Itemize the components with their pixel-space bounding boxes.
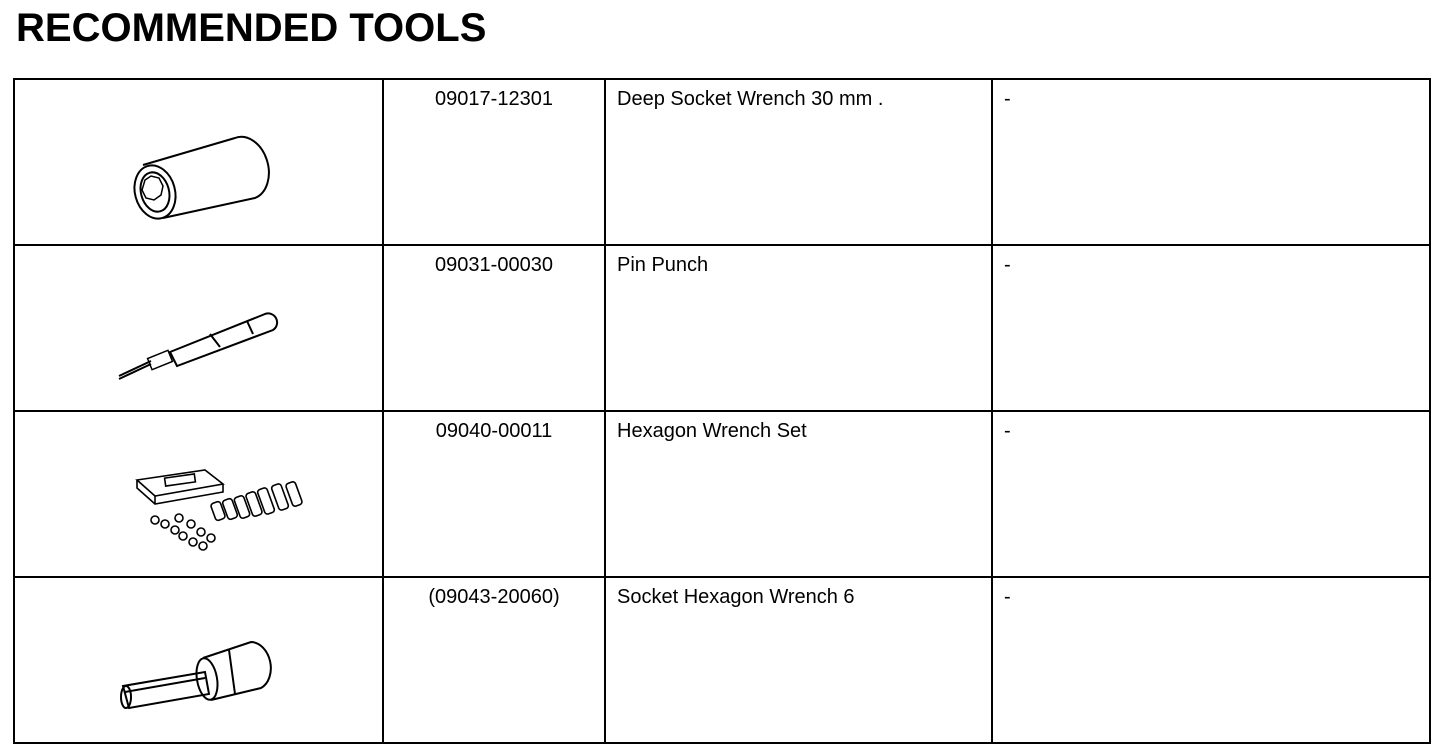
table-row: [14, 245, 1430, 411]
hex-wrench-set-icon: [15, 412, 382, 568]
tool-name: Hexagon Wrench Set: [605, 411, 992, 577]
tool-name: Pin Punch: [605, 245, 992, 411]
table-row: [14, 411, 1430, 577]
tool-name: Deep Socket Wrench 30 mm .: [605, 79, 992, 245]
tool-note: -: [992, 245, 1430, 411]
tool-illustration-cell: [14, 79, 383, 245]
tool-note: -: [992, 79, 1430, 245]
pin-punch-icon: [15, 246, 382, 402]
tools-table: [13, 78, 1431, 744]
part-number: 09017-12301: [383, 79, 605, 245]
tool-note: -: [992, 411, 1430, 577]
table-row: [14, 577, 1430, 743]
page-title: RECOMMENDED TOOLS: [16, 6, 487, 50]
part-number: 09040-00011: [383, 411, 605, 577]
tool-illustration-cell: [14, 245, 383, 411]
socket-hex-wrench-icon: [15, 578, 382, 734]
part-number: 09031-00030: [383, 245, 605, 411]
tool-illustration-cell: [14, 411, 383, 577]
tool-note: -: [992, 577, 1430, 743]
tool-illustration-cell: [14, 577, 383, 743]
deep-socket-icon: [15, 80, 382, 236]
tool-name: Socket Hexagon Wrench 6: [605, 577, 992, 743]
table-row: [14, 79, 1430, 245]
part-number: (09043-20060): [383, 577, 605, 743]
